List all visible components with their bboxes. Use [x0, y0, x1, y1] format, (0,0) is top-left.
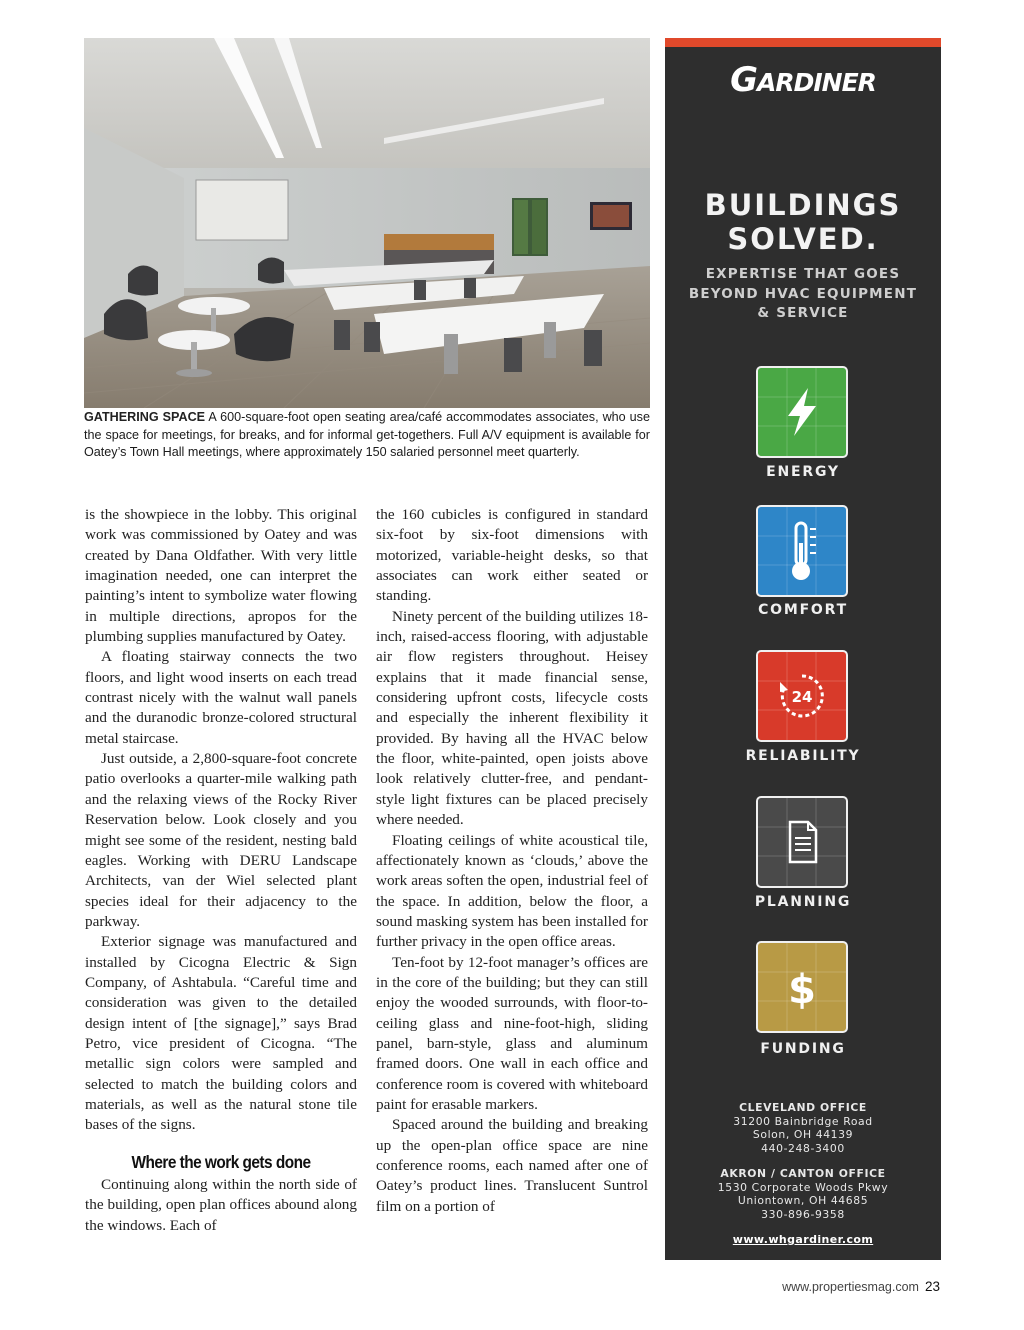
logo-initial: G: [730, 60, 757, 100]
paragraph: Continuing along within the north side of the building, open plan offices abound along the windows. Each of: [85, 1176, 357, 1234]
tile-label-energy: ENERGY: [766, 464, 840, 480]
clock-24-icon: [758, 652, 846, 740]
paragraph: A floating stairway connects the two floors, and light wood inserts on each tread contrast nicely with the walnut wall panels and the duranodic bronze-colored structural metal staircase.: [85, 648, 357, 747]
ad-headline: [665, 188, 941, 256]
office-phone: 330-896-9358: [761, 1207, 845, 1221]
cleveland-office: [665, 1101, 941, 1155]
page-footer: [782, 1279, 940, 1294]
comfort-tile: [756, 505, 848, 597]
tagline-line-3: & SERVICE: [757, 305, 849, 321]
tagline-line-1: EXPERTISE THAT GOES: [705, 266, 901, 282]
akron-canton-office: [665, 1167, 941, 1221]
tile-label-planning: PLANNING: [754, 894, 852, 910]
dollar-icon: [758, 943, 846, 1031]
office-title: AKRON / CANTON OFFICE: [720, 1167, 886, 1180]
article-column-left: [85, 505, 357, 1236]
caption-text: A 600-square-foot open seating area/café accommodates associates, who use the space for meetings, for breaks, and for informal get-togethers. Full A/V equipment is available for Oatey’s Town Hall meetings, where approximately 150 salaried personnel meet quarterly.: [84, 410, 650, 459]
paragraph: Ten-foot by 12-foot manager’s offices are in the core of the building; but they can still enjoy the wooded surrounds, with floor-to-ceiling glass and nine-foot-high, sliding panel, barn-style, glass and aluminum framed doors. One wall in each office and conference room is covered with whiteboard paint for erasable markers.: [376, 953, 648, 1113]
gathering-space-photo: [84, 38, 650, 408]
headline-line-1: BUILDINGS: [704, 188, 902, 222]
lightning-bolt-icon: [758, 368, 846, 456]
dollar-sign-text: $: [788, 967, 816, 1013]
footer-site-url[interactable]: www.propertiesmag.com: [782, 1280, 919, 1294]
paragraph: Ninety percent of the building utilizes 18-inch, raised-access flooring, with adjustable air flow registers throughout. Heisey explains that it made financial sense, considering upfront costs, lifecycle costs and especially the inherent flexibility it provided. By having all the HVAC below the floor, white-painted, open joists above look relatively clutter-free, and pendant-style light fixtures can be placed precisely where needed.: [376, 607, 648, 829]
page-number: 23: [924, 1279, 940, 1294]
planning-tile: [756, 796, 848, 888]
paragraph: Just outside, a 2,800-square-foot concrete patio overlooks a quarter-mile walking path and the relaxing views of the Rocky River Reservation below. Look closely and you might see some of the resident, nesting bald eagles. Working with DERU Landscape Architects, van der Wiel selected plant species ideal for their adjacency to the parkway.: [85, 750, 357, 930]
logo-rest: ARDINER: [757, 68, 876, 97]
ad-accent-bar: [665, 38, 941, 47]
gardiner-advertisement: [665, 38, 941, 1260]
gardiner-logo: [665, 60, 941, 100]
article-column-right: [376, 505, 648, 1217]
tile-label-reliability: RELIABILITY: [745, 748, 861, 764]
ad-website-link[interactable]: www.whgardiner.com: [732, 1233, 874, 1246]
document-icon: [758, 798, 846, 886]
funding-tile: [756, 941, 848, 1033]
office-address: 31200 Bainbridge Road: [733, 1114, 873, 1128]
tile-label-funding: FUNDING: [760, 1041, 846, 1057]
paragraph: the 160 cubicles is configured in standard six-foot by six-foot dimensions with motorized, variable-height desks, so that associates can work either seated or standing.: [376, 506, 648, 605]
reliability-tile: [756, 650, 848, 742]
office-title: CLEVELAND OFFICE: [739, 1101, 867, 1114]
thermometer-icon: [758, 507, 846, 595]
headline-line-2: SOLVED.: [727, 222, 879, 256]
paragraph: Floating ceilings of white acoustical tile, affectionately known as ‘clouds,’ above the work areas soften the open, industrial feel of the space. In addition, below the floor, a sound masking system has been installed for further privacy in the open office areas.: [376, 831, 648, 951]
tile-label-comfort: COMFORT: [758, 602, 848, 618]
office-city: Uniontown, OH 44685: [737, 1194, 869, 1208]
paragraph: is the showpiece in the lobby. This original work was commissioned by Oatey and was created by Dana Oldfather. With very little imagination needed, one can interpret the painting’s intent to symbolize water flowing in multiple directions, apropos for the plumbing supplies manufactured by Oatey.: [85, 506, 357, 646]
energy-tile: [756, 366, 848, 458]
paragraph: Spaced around the building and breaking up the open-plan office space are nine conference rooms, each named after one of Oatey’s product lines. Translucent Suntrol film on a portion of: [376, 1116, 648, 1215]
paragraph: Exterior signage was manufactured and installed by Cicogna Electric & Sign Company, of Ashtabula. “Careful time and consideration was given to the detailed design intent of [the signage],” says Brad Petro, vice president of Cicogna. “The metallic sign colors were sampled and selected to match the building colors and materials, as well as the natural stone tile bases of the signs.: [85, 933, 357, 1134]
office-city: Solon, OH 44139: [752, 1128, 854, 1142]
tagline-line-2: BEYOND HVAC EQUIPMENT: [688, 285, 918, 302]
section-subhead: Where the work gets done: [131, 1151, 311, 1172]
photo-caption: [84, 409, 650, 462]
office-phone: 440-248-3400: [761, 1141, 845, 1155]
office-address: 1530 Corporate Woods Pkwy: [717, 1180, 889, 1194]
caption-lead: GATHERING SPACE: [84, 410, 206, 424]
ad-tagline: [665, 265, 941, 324]
icon-24-text: 24: [791, 688, 813, 706]
